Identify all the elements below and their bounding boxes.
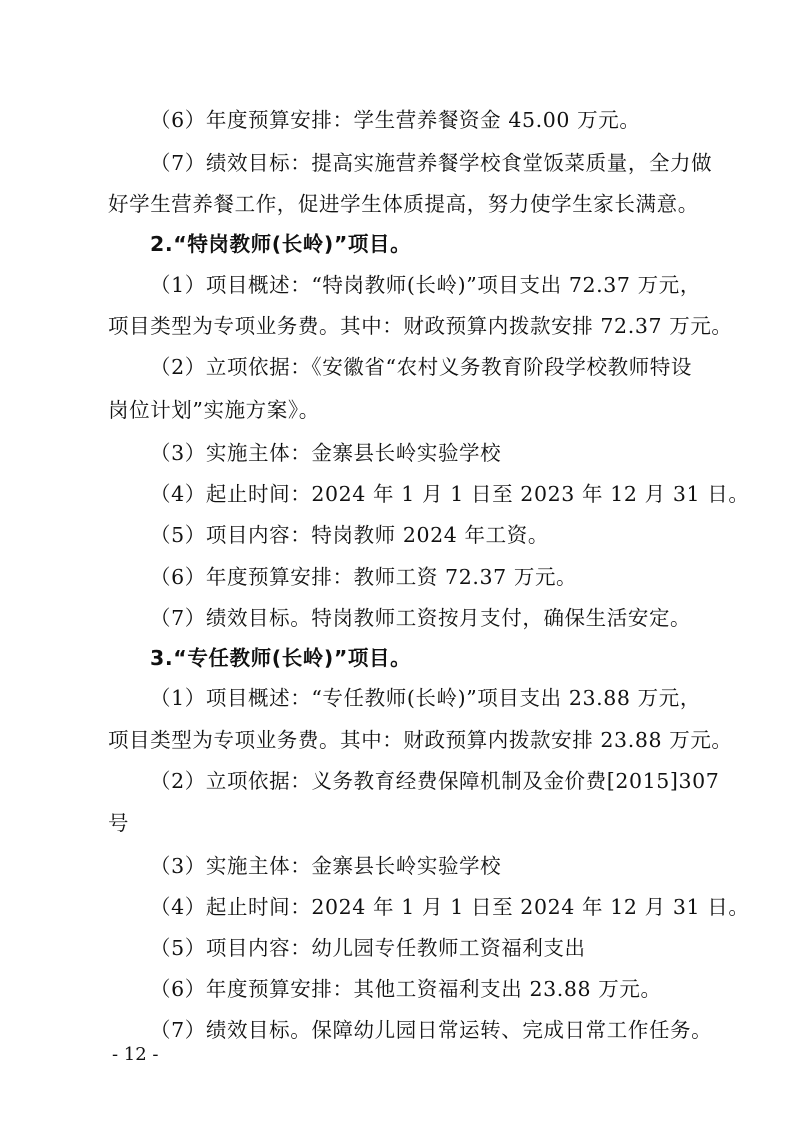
paragraph-line: 好学生营养餐工作，促进学生体质提高，努力使学生家长满意。 bbox=[108, 192, 699, 216]
paragraph-line: 项目类型为专项业务费。其中：财政预算内拨款安排 23.88 万元。 bbox=[108, 728, 733, 752]
paragraph-line: 项目类型为专项业务费。其中：财政预算内拨款安排 72.37 万元。 bbox=[108, 314, 733, 338]
paragraph-line: （2）立项依据：《安徽省“农村义务教育阶段学校教师特设 bbox=[150, 355, 692, 379]
paragraph-line: （6）年度预算安排：教师工资 72.37 万元。 bbox=[150, 565, 578, 589]
paragraph-line: （3）实施主体：金寨县长岭实验学校 bbox=[150, 441, 502, 465]
paragraph-line: （3）实施主体：金寨县长岭实验学校 bbox=[150, 854, 502, 878]
paragraph-line: （6）年度预算安排：学生营养餐资金 45.00 万元。 bbox=[150, 108, 641, 132]
paragraph-line: （7）绩效目标：提高实施营养餐学校食堂饭菜质量，全力做 bbox=[150, 151, 713, 175]
paragraph-line: （1）项目概述：“专任教师(长岭)”项目支出 23.88 万元， bbox=[150, 686, 701, 710]
paragraph-line: 号 bbox=[108, 811, 130, 835]
section-heading: 2.“特岗教师(长岭)”项目。 bbox=[150, 232, 412, 256]
paragraph-line: （2）立项依据：义务教育经费保障机制及金价费[2015]307 bbox=[150, 769, 720, 793]
paragraph-line: （4）起止时间：2024 年 1 月 1 日至 2023 年 12 月 31 日。 bbox=[150, 482, 750, 506]
paragraph-line: （7）绩效目标。保障幼儿园日常运转、完成日常工作任务。 bbox=[150, 1018, 713, 1042]
paragraph-line: （7）绩效目标。特岗教师工资按月支付，确保生活安定。 bbox=[150, 606, 692, 630]
section-heading: 3.“专任教师(长岭)”项目。 bbox=[150, 646, 412, 670]
paragraph-line: （5）项目内容：幼儿园专任教师工资福利支出 bbox=[150, 936, 586, 960]
paragraph-line: （4）起止时间：2024 年 1 月 1 日至 2024 年 12 月 31 日。 bbox=[150, 895, 750, 919]
paragraph-line: （6）年度预算安排：其他工资福利支出 23.88 万元。 bbox=[150, 977, 662, 1001]
page-number: - 12 - bbox=[112, 1044, 159, 1065]
paragraph-line: （1）项目概述：“特岗教师(长岭)”项目支出 72.37 万元， bbox=[150, 273, 701, 297]
paragraph-line: 岗位计划”实施方案》。 bbox=[108, 398, 320, 422]
paragraph-line: （5）项目内容：特岗教师 2024 年工资。 bbox=[150, 523, 549, 547]
